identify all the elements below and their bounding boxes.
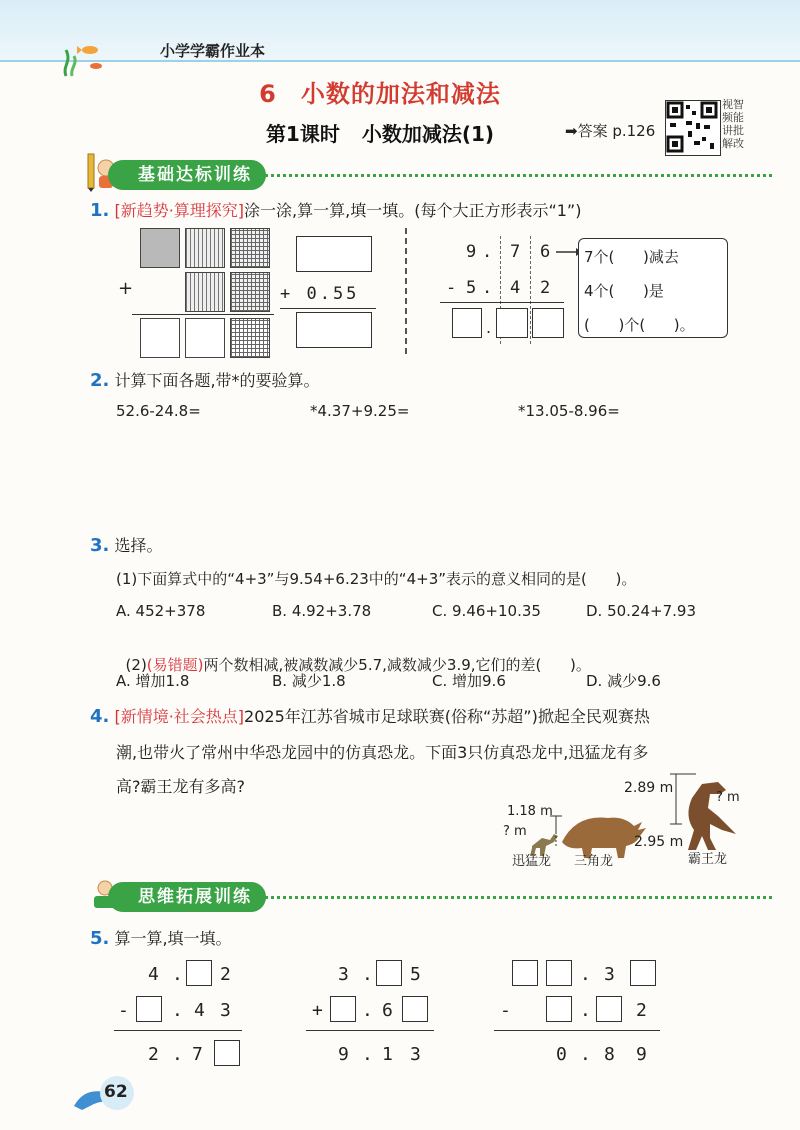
plus-sign: + [312,1000,323,1021]
sum-line [132,314,274,315]
qr-side-char: 频 [722,111,733,124]
decimal-point: . [580,1000,591,1021]
dino-name-raptor: 迅猛龙 [512,854,552,869]
p2-digit: 5 [410,964,421,985]
qr-code[interactable] [665,100,721,156]
digit: 6 [540,242,551,262]
q4-heading [90,704,650,727]
q3-sub2-opt-d[interactable]: D. 减少9.6 [586,672,661,690]
unknown-height-raptor: ? m [503,824,527,839]
digit: 4 [510,278,521,298]
addend-line [280,308,376,309]
explain-line-1[interactable]: 7个( )减去 [584,248,679,266]
answer-reference[interactable]: ➡答案 p.126 [565,122,656,140]
qr-side-text [722,98,744,150]
q3-sub1-opt-d[interactable]: D. 50.24+7.93 [586,602,696,620]
height-label-2: 2.89 m [624,780,674,796]
height-label-1: 1.18 m [507,804,553,819]
chapter-name: 小数的加法和减法 [300,80,501,108]
answer-grid-square[interactable] [230,318,270,358]
q3-sub1-opt-a[interactable]: A. 452+378 [116,602,206,620]
q3-sub2-opt-a[interactable]: A. 增加1.8 [116,672,190,690]
q4-number: 4. [90,706,110,727]
p3-digit: 3 [604,964,615,985]
chapter-title [0,74,760,109]
q1-text: 涂一涂,算一算,填一填。(每个大正方形表示“1”) [244,201,582,220]
section-basic-training: 基础达标训练 [108,160,266,190]
p2-digit: 6 [382,1000,393,1021]
decimal-point: . [482,242,493,262]
q5-text: 算一算,填一填。 [114,929,232,948]
blank-box[interactable] [512,960,538,986]
q5-number: 5. [90,928,110,949]
p2-digit: 3 [338,964,349,985]
blank-box[interactable] [630,960,656,986]
qr-side-char: 改 [733,137,744,150]
book-title: 小学学霸作业本 [160,42,266,60]
blank-box[interactable] [376,960,402,986]
header-divider [0,60,800,62]
qr-side-char: 智 [733,98,744,111]
column-guide [530,236,531,344]
q4-line2: 潮,也带火了常州中华恐龙园中的仿真恐龙。下面3只仿真恐龙中,迅猛龙有多 [116,743,649,762]
minus-sign: - [500,1000,511,1021]
q3-sub2-number: (2) [125,656,147,674]
tenths-square-shaded[interactable] [185,272,225,312]
q3-sub1-opt-b[interactable]: B. 4.92+3.78 [272,602,372,620]
blank-box[interactable] [546,996,572,1022]
q2-item-2[interactable]: *4.37+9.25= [310,402,410,420]
hundredths-square[interactable] [230,228,270,268]
decimal-point: . [362,1044,373,1065]
lesson-name: 小数加减法(1) [361,122,495,146]
blank-box[interactable] [136,996,162,1022]
dino-name-triceratops: 三角龙 [574,854,614,869]
q4-line1: 2025年江苏省城市足球联赛(俗称“苏超”)掀起全民观赛热 [244,707,650,726]
decimal-point: . [172,964,183,985]
decimal-point: . [362,964,373,985]
blank-box[interactable] [402,996,428,1022]
section-thinking-training: 思维拓展训练 [108,882,266,912]
minus-sign: - [446,278,457,298]
p1-digit: 3 [220,1000,231,1021]
p1-digit: 2 [148,1044,159,1065]
difference-box-tenths[interactable] [496,308,528,338]
explain-line-3[interactable]: ( )个( )。 [584,316,695,334]
height-label-3: 2.95 m [634,834,684,850]
q3-text: 选择。 [114,536,163,555]
chapter-number: 6 [259,80,277,108]
qr-side-char: 能 [733,111,744,124]
blank-box[interactable] [330,996,356,1022]
divider-dashed [405,228,407,354]
section-divider [252,174,772,177]
decimal-point: . [172,1044,183,1065]
difference-box-ones[interactable] [452,308,482,338]
q3-sub2-opt-b[interactable]: B. 减少1.8 [272,672,346,690]
page-number: 62 [104,1082,128,1102]
qr-code-icon [666,101,718,153]
p2-digit: 3 [410,1044,421,1065]
explain-line-2[interactable]: 4个( )是 [584,282,664,300]
lesson-label: 第1课时 [265,122,340,146]
q3-sub2-tag: (易错题) [146,656,204,674]
q3-sub2-opt-c[interactable]: C. 增加9.6 [432,672,506,690]
q2-heading [90,368,320,391]
q4-line3: 高?霸王龙有多高? [116,777,245,796]
q2-number: 2. [90,370,110,391]
blank-box[interactable] [214,1040,240,1066]
decimal-point: . [482,278,493,298]
decimal-point: . [580,964,591,985]
digit: 5 [466,278,477,298]
qr-side-char: 视 [722,98,733,111]
qr-side-char: 解 [722,137,733,150]
unknown-height-trex: ? m [716,790,740,805]
p1-digit: 7 [192,1044,203,1065]
q3-number: 3. [90,535,110,556]
p3-line [494,1030,660,1031]
blank-box[interactable] [546,960,572,986]
q2-item-3[interactable]: *13.05-8.96= [518,402,620,420]
p1-digit: 2 [220,964,231,985]
q2-item-1[interactable]: 52.6-24.8= [116,402,201,420]
addend-box[interactable] [296,236,372,272]
answer-square[interactable] [185,318,225,358]
blank-box[interactable] [596,996,622,1022]
q3-sub1: (1)下面算式中的“4+3”与9.54+6.23中的“4+3”表示的意义相同的是( )。 [116,570,637,588]
p3-digit: 9 [636,1044,647,1065]
q3-sub1-opt-c[interactable]: C. 9.46+10.35 [432,602,541,620]
p1-digit: 4 [148,964,159,985]
p2-line [306,1030,434,1031]
header-band [0,0,800,62]
p2-digit: 1 [382,1044,393,1065]
dino-name-trex: 霸王龙 [688,852,728,867]
sum-answer-box[interactable] [296,312,372,348]
digit: 9 [466,242,477,262]
q5-heading [90,926,232,949]
unit-square-shaded[interactable] [140,228,180,268]
decimal-point: . [486,318,492,337]
decimal-point: . [172,1000,183,1021]
qr-side-char: 批 [733,124,744,137]
p3-digit: 0 [556,1044,567,1065]
plus-sign: + [118,278,134,299]
tenths-square-shaded[interactable] [185,228,225,268]
q1-tag: [新趋势·算理探究] [114,201,245,220]
minus-sign: - [118,1000,129,1021]
q2-text: 计算下面各题,带*的要验算。 [114,371,320,390]
q1-number: 1. [90,200,110,221]
answer-square[interactable] [140,318,180,358]
section-divider [252,896,772,899]
p3-digit: 8 [604,1044,615,1065]
q3-heading [90,533,162,556]
seaweed-fish-icon [58,38,106,78]
q4-tag: [新情境·社会热点] [114,707,245,726]
p1-digit: 4 [194,1000,205,1021]
difference-line [440,302,564,303]
p2-digit: 9 [338,1044,349,1065]
blank-box[interactable] [186,960,212,986]
difference-box-hundredths[interactable] [532,308,564,338]
hundredths-square[interactable] [230,272,270,312]
p1-line [114,1030,242,1031]
q1-heading [90,198,581,221]
q3-sub2-text: 两个数相减,被减数减少5.7,减数减少3.9,它们的差( )。 [203,656,591,674]
digit: 2 [540,278,551,298]
qr-side-char: 讲 [722,124,733,137]
decimal-point: . [362,1000,373,1021]
digit: 7 [510,242,521,262]
p3-digit: 2 [636,1000,647,1021]
addend-label: + 0.55 [280,284,360,304]
decimal-point: . [580,1044,591,1065]
